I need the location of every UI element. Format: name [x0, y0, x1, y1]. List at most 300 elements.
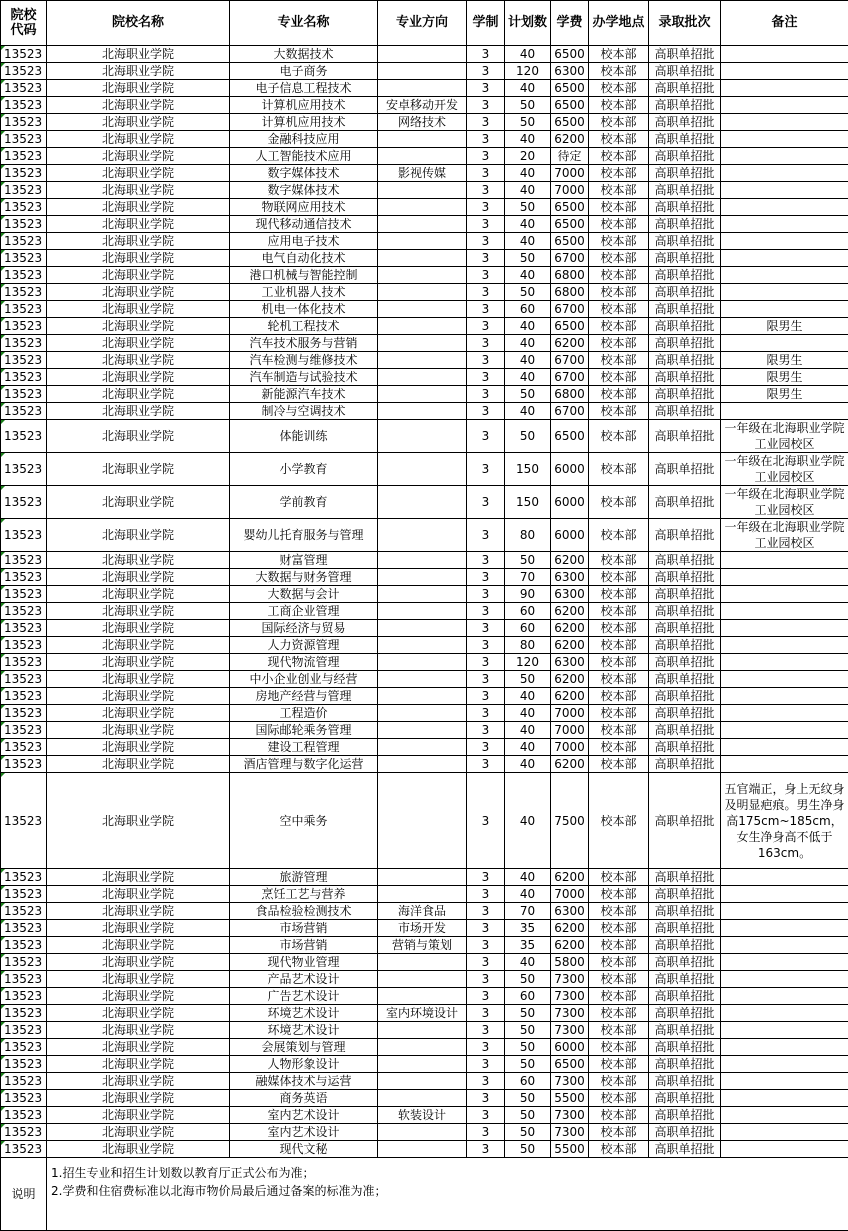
cell-direction: [378, 131, 467, 148]
cell-years: 3: [467, 148, 505, 165]
cell-batch: 高职单招批: [649, 369, 721, 386]
cell-fee: 5800: [551, 954, 589, 971]
cell-code: 13523: [1, 420, 47, 453]
cell-fee: 6700: [551, 369, 589, 386]
cell-major: 轮机工程技术: [230, 318, 378, 335]
cell-major: 汽车检测与维修技术: [230, 352, 378, 369]
cell-code: 13523: [1, 937, 47, 954]
cell-plan: 40: [505, 352, 551, 369]
cell-code: 13523: [1, 148, 47, 165]
cell-location: 校本部: [589, 386, 649, 403]
cell-fee: 7300: [551, 1107, 589, 1124]
cell-direction: [378, 369, 467, 386]
cell-major: 计算机应用技术: [230, 114, 378, 131]
cell-school: 北海职业学院: [47, 250, 230, 267]
cell-major: 工业机器人技术: [230, 284, 378, 301]
cell-remark: [721, 920, 848, 937]
cell-plan: 50: [505, 199, 551, 216]
cell-major: 小学教育: [230, 453, 378, 486]
cell-code: 13523: [1, 654, 47, 671]
cell-school: 北海职业学院: [47, 637, 230, 654]
cell-years: 3: [467, 486, 505, 519]
cell-batch: 高职单招批: [649, 114, 721, 131]
cell-batch: 高职单招批: [649, 671, 721, 688]
cell-location: 校本部: [589, 420, 649, 453]
cell-years: 3: [467, 352, 505, 369]
cell-location: 校本部: [589, 250, 649, 267]
cell-fee: 6500: [551, 199, 589, 216]
cell-years: 3: [467, 519, 505, 552]
cell-fee: 6200: [551, 920, 589, 937]
table-row: [1, 352, 848, 369]
cell-fee: 7000: [551, 739, 589, 756]
cell-years: 3: [467, 453, 505, 486]
cell-location: 校本部: [589, 886, 649, 903]
table-row: [1, 453, 848, 486]
cell-code: 13523: [1, 403, 47, 420]
cell-code: 13523: [1, 954, 47, 971]
cell-code: 13523: [1, 131, 47, 148]
table-row: [1, 988, 848, 1005]
cell-batch: 高职单招批: [649, 301, 721, 318]
cell-remark: 一年级在北海职业学院工业园校区: [721, 453, 848, 486]
cell-major: 汽车技术服务与营销: [230, 335, 378, 352]
cell-years: 3: [467, 603, 505, 620]
cell-direction: [378, 233, 467, 250]
cell-direction: 市场开发: [378, 920, 467, 937]
table-row: [1, 284, 848, 301]
note-row: [1, 1158, 848, 1231]
cell-direction: [378, 569, 467, 586]
cell-plan: 50: [505, 1107, 551, 1124]
table-row: [1, 603, 848, 620]
cell-fee: 6200: [551, 756, 589, 773]
cell-plan: 40: [505, 369, 551, 386]
cell-code: 13523: [1, 1073, 47, 1090]
cell-batch: 高职单招批: [649, 46, 721, 63]
cell-location: 校本部: [589, 688, 649, 705]
cell-remark: [721, 552, 848, 569]
table-row: [1, 80, 848, 97]
cell-major: 制冷与空调技术: [230, 403, 378, 420]
cell-school: 北海职业学院: [47, 886, 230, 903]
cell-plan: 40: [505, 233, 551, 250]
cell-location: 校本部: [589, 739, 649, 756]
table-row: [1, 773, 848, 869]
cell-code: 13523: [1, 739, 47, 756]
cell-location: 校本部: [589, 182, 649, 199]
col-header-fee: 学费: [551, 1, 589, 46]
table-row: [1, 97, 848, 114]
cell-remark: [721, 1090, 848, 1107]
cell-remark: [721, 586, 848, 603]
table-row: [1, 369, 848, 386]
cell-fee: 6500: [551, 80, 589, 97]
cell-batch: 高职单招批: [649, 1022, 721, 1039]
cell-code: 13523: [1, 620, 47, 637]
cell-remark: [721, 284, 848, 301]
cell-major: 汽车制造与试验技术: [230, 369, 378, 386]
cell-plan: 50: [505, 971, 551, 988]
cell-batch: 高职单招批: [649, 988, 721, 1005]
cell-direction: 海洋食品: [378, 903, 467, 920]
cell-direction: [378, 420, 467, 453]
cell-location: 校本部: [589, 569, 649, 586]
cell-code: 13523: [1, 1039, 47, 1056]
cell-direction: 软装设计: [378, 1107, 467, 1124]
cell-school: 北海职业学院: [47, 1056, 230, 1073]
cell-location: 校本部: [589, 267, 649, 284]
table-row: [1, 722, 848, 739]
cell-school: 北海职业学院: [47, 216, 230, 233]
cell-years: 3: [467, 301, 505, 318]
table-row: [1, 182, 848, 199]
cell-batch: 高职单招批: [649, 386, 721, 403]
cell-direction: [378, 301, 467, 318]
cell-location: 校本部: [589, 637, 649, 654]
cell-remark: 限男生: [721, 369, 848, 386]
cell-code: 13523: [1, 486, 47, 519]
cell-years: 3: [467, 937, 505, 954]
cell-school: 北海职业学院: [47, 671, 230, 688]
cell-years: 3: [467, 688, 505, 705]
cell-remark: [721, 131, 848, 148]
cell-plan: 40: [505, 688, 551, 705]
table-row: [1, 216, 848, 233]
cell-batch: 高职单招批: [649, 1039, 721, 1056]
cell-school: 北海职业学院: [47, 603, 230, 620]
cell-batch: 高职单招批: [649, 1056, 721, 1073]
cell-remark: [721, 148, 848, 165]
cell-direction: 网络技术: [378, 114, 467, 131]
cell-code: 13523: [1, 1124, 47, 1141]
cell-code: 13523: [1, 705, 47, 722]
table-row: [1, 114, 848, 131]
cell-code: 13523: [1, 903, 47, 920]
cell-batch: 高职单招批: [649, 519, 721, 552]
cell-batch: 高职单招批: [649, 903, 721, 920]
cell-plan: 40: [505, 80, 551, 97]
cell-school: 北海职业学院: [47, 352, 230, 369]
cell-code: 13523: [1, 1056, 47, 1073]
cell-major: 室内艺术设计: [230, 1124, 378, 1141]
cell-fee: 6200: [551, 620, 589, 637]
table-row: [1, 1090, 848, 1107]
cell-fee: 6200: [551, 131, 589, 148]
cell-location: 校本部: [589, 705, 649, 722]
cell-plan: 60: [505, 301, 551, 318]
cell-fee: 7000: [551, 182, 589, 199]
cell-remark: [721, 1107, 848, 1124]
cell-plan: 50: [505, 284, 551, 301]
cell-fee: 6700: [551, 403, 589, 420]
cell-code: 13523: [1, 1141, 47, 1158]
cell-years: 3: [467, 552, 505, 569]
cell-code: 13523: [1, 182, 47, 199]
cell-remark: [721, 199, 848, 216]
cell-school: 北海职业学院: [47, 233, 230, 250]
cell-plan: 50: [505, 1090, 551, 1107]
cell-school: 北海职业学院: [47, 131, 230, 148]
cell-remark: [721, 654, 848, 671]
cell-plan: 70: [505, 569, 551, 586]
cell-years: 3: [467, 954, 505, 971]
table-row: [1, 1005, 848, 1022]
cell-remark: [721, 233, 848, 250]
cell-school: 北海职业学院: [47, 1022, 230, 1039]
cell-batch: 高职单招批: [649, 199, 721, 216]
cell-major: 建设工程管理: [230, 739, 378, 756]
cell-remark: [721, 739, 848, 756]
cell-code: 13523: [1, 756, 47, 773]
cell-remark: [721, 182, 848, 199]
cell-plan: 50: [505, 1124, 551, 1141]
cell-direction: [378, 954, 467, 971]
cell-direction: [378, 869, 467, 886]
cell-plan: 35: [505, 920, 551, 937]
cell-plan: 40: [505, 756, 551, 773]
cell-major: 电子信息工程技术: [230, 80, 378, 97]
cell-direction: [378, 148, 467, 165]
cell-remark: [721, 756, 848, 773]
cell-years: 3: [467, 620, 505, 637]
cell-plan: 60: [505, 988, 551, 1005]
cell-code: 13523: [1, 869, 47, 886]
cell-location: 校本部: [589, 97, 649, 114]
cell-years: 3: [467, 46, 505, 63]
table-row: [1, 671, 848, 688]
cell-batch: 高职单招批: [649, 318, 721, 335]
cell-batch: 高职单招批: [649, 603, 721, 620]
cell-direction: [378, 722, 467, 739]
cell-location: 校本部: [589, 1039, 649, 1056]
cell-remark: 限男生: [721, 386, 848, 403]
cell-school: 北海职业学院: [47, 954, 230, 971]
cell-code: 13523: [1, 199, 47, 216]
cell-fee: 6300: [551, 569, 589, 586]
cell-school: 北海职业学院: [47, 386, 230, 403]
cell-major: 现代物流管理: [230, 654, 378, 671]
cell-school: 北海职业学院: [47, 722, 230, 739]
cell-direction: [378, 773, 467, 869]
cell-years: 3: [467, 267, 505, 284]
cell-location: 校本部: [589, 756, 649, 773]
cell-direction: 室内环境设计: [378, 1005, 467, 1022]
table-row: [1, 1141, 848, 1158]
cell-batch: 高职单招批: [649, 267, 721, 284]
cell-batch: 高职单招批: [649, 1090, 721, 1107]
cell-batch: 高职单招批: [649, 654, 721, 671]
cell-fee: 6300: [551, 63, 589, 80]
col-header-code: 院校代码: [1, 1, 47, 46]
col-header-location: 办学地点: [589, 1, 649, 46]
cell-location: 校本部: [589, 1022, 649, 1039]
cell-years: 3: [467, 63, 505, 80]
cell-fee: 6000: [551, 453, 589, 486]
cell-batch: 高职单招批: [649, 756, 721, 773]
cell-location: 校本部: [589, 722, 649, 739]
cell-batch: 高职单招批: [649, 739, 721, 756]
cell-location: 校本部: [589, 216, 649, 233]
cell-major: 人工智能技术应用: [230, 148, 378, 165]
cell-plan: 50: [505, 114, 551, 131]
table-row: [1, 1073, 848, 1090]
cell-remark: [721, 80, 848, 97]
table-row: [1, 620, 848, 637]
cell-code: 13523: [1, 688, 47, 705]
cell-years: 3: [467, 756, 505, 773]
cell-school: 北海职业学院: [47, 1073, 230, 1090]
cell-years: 3: [467, 869, 505, 886]
cell-school: 北海职业学院: [47, 705, 230, 722]
cell-fee: 6500: [551, 233, 589, 250]
cell-direction: [378, 250, 467, 267]
cell-school: 北海职业学院: [47, 620, 230, 637]
cell-plan: 40: [505, 131, 551, 148]
cell-major: 会展策划与管理: [230, 1039, 378, 1056]
cell-years: 3: [467, 165, 505, 182]
cell-years: 3: [467, 1056, 505, 1073]
cell-school: 北海职业学院: [47, 369, 230, 386]
cell-major: 中小企业创业与经营: [230, 671, 378, 688]
cell-plan: 40: [505, 722, 551, 739]
cell-fee: 6200: [551, 671, 589, 688]
table-row: [1, 637, 848, 654]
table-row: [1, 920, 848, 937]
cell-fee: 6500: [551, 114, 589, 131]
cell-code: 13523: [1, 637, 47, 654]
cell-direction: [378, 267, 467, 284]
cell-location: 校本部: [589, 1141, 649, 1158]
cell-code: 13523: [1, 284, 47, 301]
cell-years: 3: [467, 403, 505, 420]
cell-batch: 高职单招批: [649, 486, 721, 519]
cell-major: 环境艺术设计: [230, 1022, 378, 1039]
cell-years: 3: [467, 1124, 505, 1141]
cell-remark: [721, 301, 848, 318]
cell-plan: 40: [505, 869, 551, 886]
cell-direction: [378, 80, 467, 97]
cell-remark: [721, 97, 848, 114]
cell-school: 北海职业学院: [47, 63, 230, 80]
col-header-direction: 专业方向: [378, 1, 467, 46]
cell-remark: [721, 46, 848, 63]
cell-plan: 50: [505, 671, 551, 688]
table-row: [1, 486, 848, 519]
cell-code: 13523: [1, 1107, 47, 1124]
cell-school: 北海职业学院: [47, 756, 230, 773]
cell-years: 3: [467, 233, 505, 250]
cell-plan: 60: [505, 603, 551, 620]
cell-major: 大数据与会计: [230, 586, 378, 603]
cell-plan: 40: [505, 954, 551, 971]
cell-location: 校本部: [589, 453, 649, 486]
cell-code: 13523: [1, 97, 47, 114]
cell-remark: [721, 250, 848, 267]
cell-major: 数字媒体技术: [230, 182, 378, 199]
table-row: [1, 552, 848, 569]
table-row: [1, 1039, 848, 1056]
table-row: [1, 869, 848, 886]
cell-years: 3: [467, 1090, 505, 1107]
cell-location: 校本部: [589, 954, 649, 971]
cell-code: 13523: [1, 165, 47, 182]
cell-years: 3: [467, 80, 505, 97]
cell-school: 北海职业学院: [47, 519, 230, 552]
cell-code: 13523: [1, 552, 47, 569]
cell-direction: [378, 403, 467, 420]
table-row: [1, 1056, 848, 1073]
cell-plan: 40: [505, 182, 551, 199]
cell-major: 现代移动通信技术: [230, 216, 378, 233]
cell-school: 北海职业学院: [47, 739, 230, 756]
cell-code: 13523: [1, 386, 47, 403]
cell-batch: 高职单招批: [649, 773, 721, 869]
cell-school: 北海职业学院: [47, 182, 230, 199]
cell-code: 13523: [1, 63, 47, 80]
cell-batch: 高职单招批: [649, 420, 721, 453]
cell-batch: 高职单招批: [649, 352, 721, 369]
cell-fee: 6800: [551, 284, 589, 301]
cell-location: 校本部: [589, 284, 649, 301]
cell-plan: 50: [505, 1056, 551, 1073]
cell-years: 3: [467, 420, 505, 453]
cell-remark: [721, 1141, 848, 1158]
table-row: [1, 937, 848, 954]
cell-location: 校本部: [589, 46, 649, 63]
cell-school: 北海职业学院: [47, 1090, 230, 1107]
cell-school: 北海职业学院: [47, 199, 230, 216]
col-header-years: 学制: [467, 1, 505, 46]
cell-code: 13523: [1, 920, 47, 937]
cell-school: 北海职业学院: [47, 148, 230, 165]
cell-location: 校本部: [589, 165, 649, 182]
cell-plan: 80: [505, 637, 551, 654]
cell-location: 校本部: [589, 486, 649, 519]
cell-batch: 高职单招批: [649, 335, 721, 352]
cell-plan: 50: [505, 552, 551, 569]
cell-remark: [721, 886, 848, 903]
cell-code: 13523: [1, 216, 47, 233]
col-header-remark: 备注: [721, 1, 848, 46]
cell-batch: 高职单招批: [649, 403, 721, 420]
cell-fee: 7300: [551, 971, 589, 988]
cell-batch: 高职单招批: [649, 216, 721, 233]
table-row: [1, 318, 848, 335]
cell-remark: 五官端正，身上无纹身及明显疤痕。男生净身高175cm~185cm，女生净身高不低于163cm。: [721, 773, 848, 869]
cell-years: 3: [467, 250, 505, 267]
cell-remark: [721, 1056, 848, 1073]
cell-code: 13523: [1, 519, 47, 552]
cell-fee: 6200: [551, 335, 589, 352]
cell-fee: 7300: [551, 988, 589, 1005]
cell-remark: [721, 988, 848, 1005]
table-row: [1, 756, 848, 773]
cell-school: 北海职业学院: [47, 971, 230, 988]
cell-location: 校本部: [589, 937, 649, 954]
cell-school: 北海职业学院: [47, 903, 230, 920]
cell-code: 13523: [1, 352, 47, 369]
cell-batch: 高职单招批: [649, 63, 721, 80]
cell-remark: 限男生: [721, 318, 848, 335]
table-row: [1, 148, 848, 165]
cell-school: 北海职业学院: [47, 1124, 230, 1141]
cell-direction: [378, 637, 467, 654]
table-row: [1, 1124, 848, 1141]
cell-code: 13523: [1, 233, 47, 250]
cell-code: 13523: [1, 369, 47, 386]
cell-remark: [721, 569, 848, 586]
